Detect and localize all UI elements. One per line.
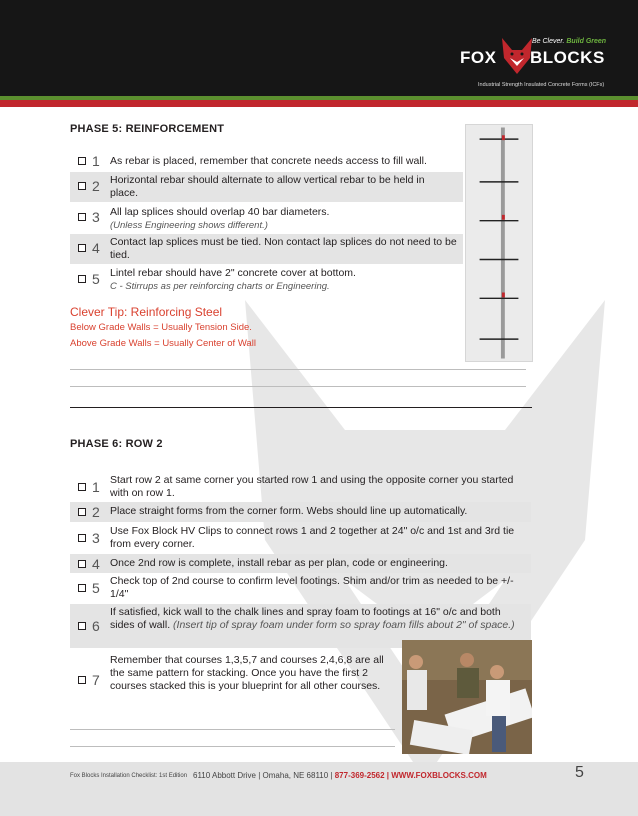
footer-contact bbox=[193, 771, 487, 780]
logo-word-fox: FOX bbox=[460, 48, 497, 67]
checkbox[interactable] bbox=[78, 157, 86, 165]
brand-tagline bbox=[532, 38, 606, 45]
tagline-accent: Build Green bbox=[566, 38, 607, 45]
item-text: Use Fox Block HV Clips to connect rows 1 and 2 together at 24" o/c and 1st and 3rd tie from every corner. bbox=[110, 525, 515, 550]
footer-address: 6110 Abbott Drive | Omaha, NE 68110 | bbox=[193, 771, 333, 780]
page-number: 5 bbox=[575, 764, 584, 781]
clever-tip-title: Clever Tip: Reinforcing Steel bbox=[70, 305, 223, 319]
phase5-item-5 bbox=[70, 265, 463, 296]
item-number: 1 bbox=[92, 479, 100, 495]
tagline-prefix: Be Clever. bbox=[532, 38, 565, 45]
notes-line bbox=[70, 746, 395, 747]
item-number: 1 bbox=[92, 153, 100, 169]
item-text: Contact lap splices must be tied. Non contact lap splices do not need to be tied. bbox=[110, 236, 457, 261]
checkbox[interactable] bbox=[78, 676, 86, 684]
item-text: All lap splices should overlap 40 bar diameters. bbox=[110, 206, 330, 218]
item-number: 7 bbox=[92, 672, 100, 688]
item-number: 5 bbox=[92, 580, 100, 596]
notes-line bbox=[70, 369, 526, 370]
item-number: 4 bbox=[92, 556, 100, 572]
phase5-item-4 bbox=[70, 234, 463, 264]
phase5-title: PHASE 5: REINFORCEMENT bbox=[70, 123, 225, 135]
item-text: Start row 2 at same corner you started row 1 and using the opposite corner you started with on row 1. bbox=[110, 474, 514, 499]
item-text-block bbox=[110, 606, 525, 632]
notes-line bbox=[70, 729, 395, 730]
phase6-item-4 bbox=[70, 554, 531, 573]
item-number: 2 bbox=[92, 504, 100, 520]
checkbox[interactable] bbox=[78, 560, 86, 568]
item-number: 5 bbox=[92, 271, 100, 287]
logo-word-blocks: BLOCKS bbox=[530, 48, 605, 67]
item-text: Remember that courses 1,3,5,7 and courses 2,4,6,8 are all the same pattern for stacking. Once you have the first 2 courses stacked this is your blueprint for all other courses. bbox=[110, 654, 384, 692]
fox-head-icon bbox=[500, 36, 534, 76]
checkbox[interactable] bbox=[78, 213, 86, 221]
phase5-item-3 bbox=[70, 203, 463, 234]
phase6-item-3 bbox=[70, 523, 531, 554]
item-text-block bbox=[110, 267, 356, 293]
checkbox[interactable] bbox=[78, 182, 86, 190]
item-text: If satisfied, kick wall to the chalk lines and spray foam to footings at 16" o/c and both sides of wall. bbox=[110, 606, 501, 631]
item-text: Once 2nd row is complete, install rebar as per plan, code or engineering. bbox=[110, 557, 448, 569]
checkbox[interactable] bbox=[78, 508, 86, 516]
header-subtitle: Industrial Strength Insulated Concrete Forms (ICFs) bbox=[478, 82, 605, 88]
item-text-block bbox=[110, 206, 329, 232]
item-number: 3 bbox=[92, 209, 100, 225]
header-stripe-red bbox=[0, 100, 638, 107]
item-note: C - Stirrups as per reinforcing charts or Engineering. bbox=[110, 281, 330, 292]
footer-edition: Fox Blocks Installation Checklist: 1st Edition bbox=[70, 773, 188, 779]
item-note: (Unless Engineering shows different.) bbox=[110, 220, 268, 231]
notes-line bbox=[70, 386, 526, 387]
item-text: Horizontal rebar should alternate to allow vertical rebar to be held in place. bbox=[110, 174, 425, 199]
clever-tip-line: Above Grade Walls = Usually Center of Wall bbox=[70, 338, 256, 349]
item-text: As rebar is placed, remember that concrete needs access to fill wall. bbox=[110, 155, 427, 167]
checkbox[interactable] bbox=[78, 584, 86, 592]
checkbox[interactable] bbox=[78, 483, 86, 491]
item-number: 3 bbox=[92, 530, 100, 546]
rebar-wall-illustration bbox=[465, 124, 533, 362]
phase6-item-1 bbox=[70, 472, 531, 502]
item-number: 2 bbox=[92, 178, 100, 194]
footer-phone-web[interactable]: 877-369-2562 | WWW.FOXBLOCKS.COM bbox=[334, 771, 487, 780]
phase6-item-5 bbox=[70, 573, 531, 604]
item-number: 4 bbox=[92, 240, 100, 256]
phase6-title: PHASE 6: ROW 2 bbox=[70, 438, 163, 450]
item-number: 6 bbox=[92, 618, 100, 634]
checkbox[interactable] bbox=[78, 244, 86, 252]
phase5-item-2 bbox=[70, 172, 463, 202]
checkbox[interactable] bbox=[78, 622, 86, 630]
checkbox[interactable] bbox=[78, 275, 86, 283]
item-text: Place straight forms from the corner form. Webs should line up automatically. bbox=[110, 505, 468, 517]
phase6-item-7 bbox=[70, 652, 400, 714]
item-text: Lintel rebar should have 2" concrete cover at bottom. bbox=[110, 267, 356, 279]
phase6-item-2 bbox=[70, 502, 531, 522]
workers-photo bbox=[402, 640, 532, 754]
item-note: (Insert tip of spray foam under form so spray foam fills about 2" of space.) bbox=[173, 619, 515, 631]
phase5-item-1 bbox=[70, 150, 463, 172]
checkbox[interactable] bbox=[78, 534, 86, 542]
clever-tip-line: Below Grade Walls = Usually Tension Side. bbox=[70, 322, 252, 333]
item-text: Check top of 2nd course to confirm level footings. Shim and/or trim as needed to be +/- 1/4" bbox=[110, 575, 514, 600]
section-divider bbox=[70, 407, 532, 408]
